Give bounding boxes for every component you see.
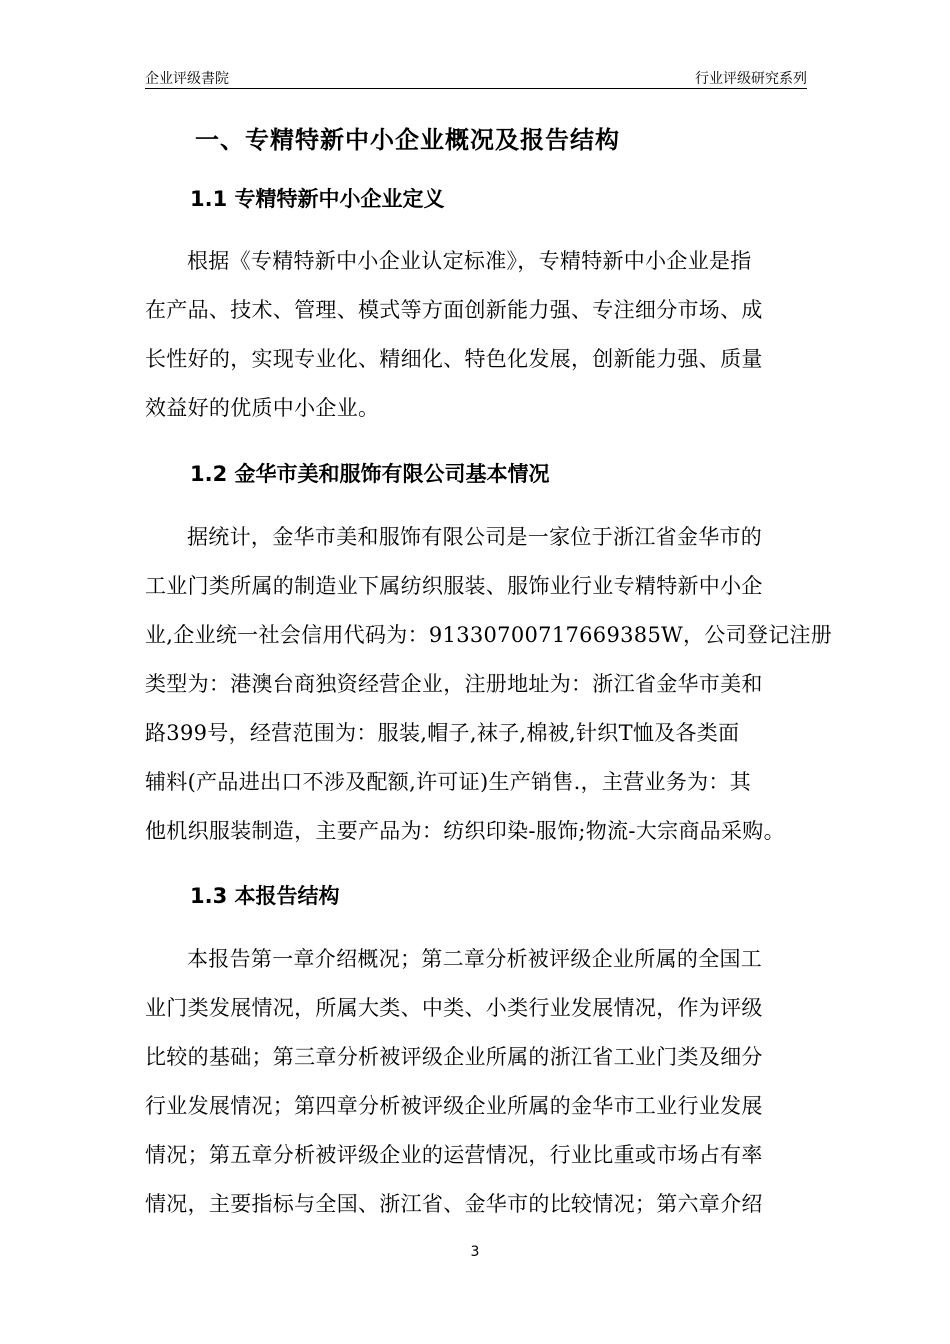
paragraph-line: 业,企业统一社会信用代码为：91330700717669385W，公司登记注册 (145, 623, 833, 647)
section-heading-1-3: 1.3 本报告结构 (190, 884, 340, 908)
section-heading-1-2: 1.2 金华市美和服饰有限公司基本情况 (190, 462, 550, 486)
paragraph-line: 情况；第五章分析被评级企业的运营情况，行业比重或市场占有率 (145, 1143, 763, 1167)
paragraph-line: 情况，主要指标与全国、浙江省、金华市的比较情况；第六章介绍 (145, 1192, 763, 1216)
paragraph-line: 长性好的，实现专业化、精细化、特色化发展，创新能力强、质量 (145, 347, 763, 371)
section-heading-1-1: 1.1 专精特新中小企业定义 (190, 187, 445, 211)
paragraph-line: 比较的基础；第三章分析被评级企业所属的浙江省工业门类及细分 (145, 1045, 763, 1069)
paragraph-line: 工业门类所属的制造业下属纺织服装、服饰业行业专精特新中小企 (145, 574, 763, 598)
header-right-series: 行业评级研究系列 (695, 71, 807, 87)
header-left-title: 企业评级書院 (145, 71, 229, 87)
paragraph-line: 据统计，金华市美和服饰有限公司是一家位于浙江省金华市的 (187, 525, 763, 549)
paragraph-line: 在产品、技术、管理、模式等方面创新能力强、专注细分市场、成 (145, 298, 763, 322)
page-header (145, 66, 807, 89)
paragraph-line: 他机织服装制造，主要产品为：纺织印染-服饰;物流-大宗商品采购。 (145, 819, 785, 843)
paragraph-line: 根据《专精特新中小企业认定标准》，专精特新中小企业是指 (187, 249, 752, 273)
section-paragraph-1-2 (145, 513, 833, 856)
paragraph-line: 效益好的优质中小企业。 (145, 396, 380, 420)
paragraph-line: 行业发展情况；第四章分析被评级企业所属的金华市工业行业发展 (145, 1094, 763, 1118)
section-paragraph-1-1 (145, 237, 810, 433)
chapter-title: 一、专精特新中小企业概况及报告结构 (195, 126, 620, 154)
page-number: 3 (470, 1244, 480, 1260)
paragraph-line: 本报告第一章介绍概况；第二章分析被评级企业所属的全国工 (187, 947, 763, 971)
paragraph-line: 业门类发展情况，所属大类、中类、小类行业发展情况，作为评级 (145, 996, 763, 1020)
paragraph-line: 类型为：港澳台商独资经营企业，注册地址为：浙江省金华市美和 (145, 672, 763, 696)
paragraph-line: 辅料(产品进出口不涉及配额,许可证)生产销售.，主营业务为：其 (145, 770, 752, 794)
paragraph-line: 路399号，经营范围为：服装,帽子,袜子,棉被,针织T恤及各类面 (145, 721, 740, 745)
section-paragraph-1-3 (145, 935, 810, 1229)
